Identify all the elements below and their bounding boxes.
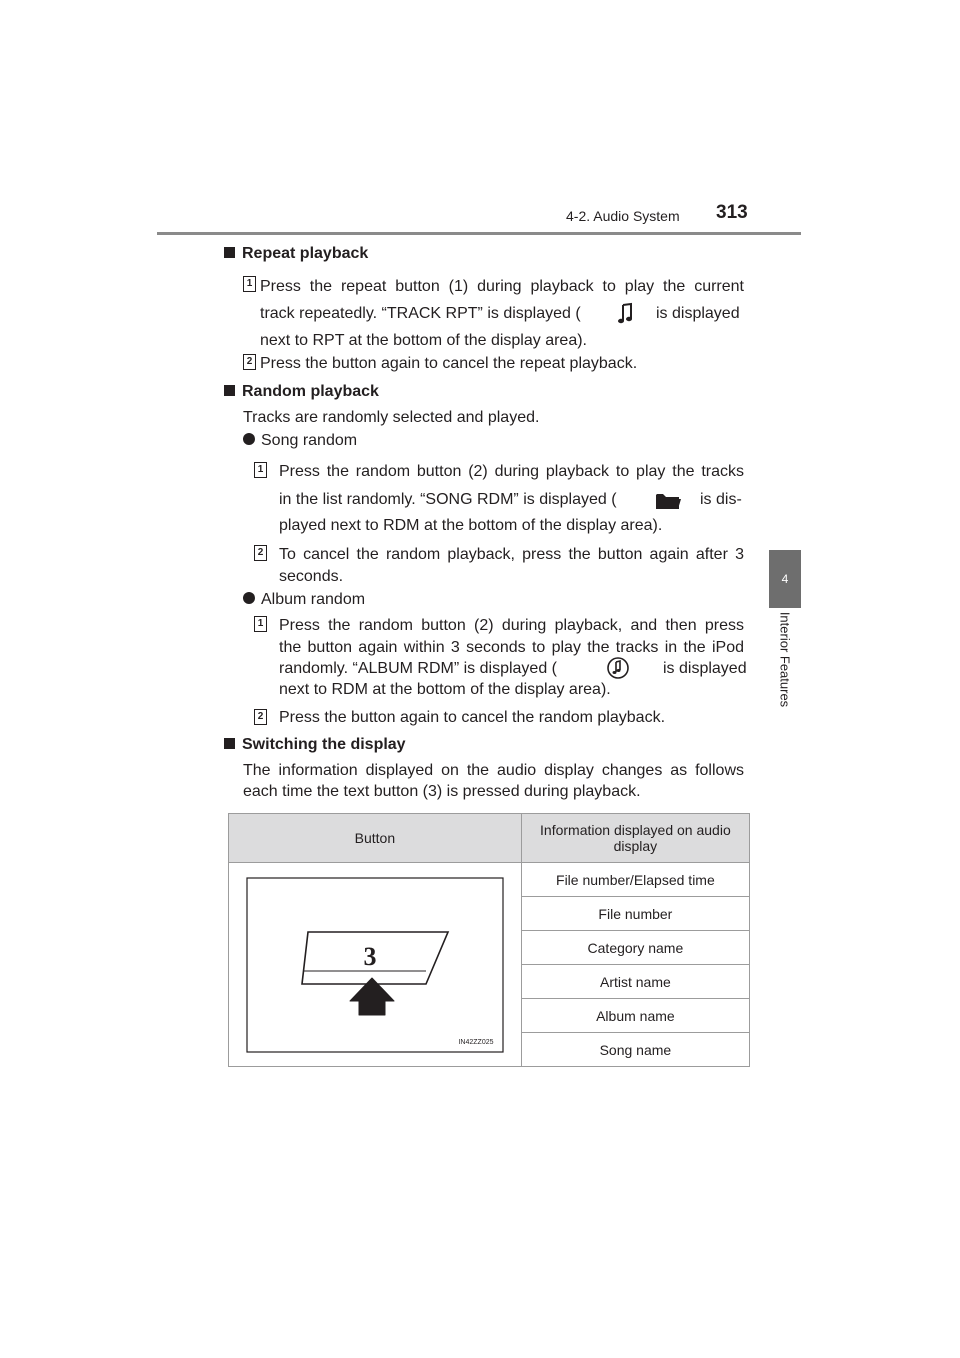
header-divider xyxy=(157,232,801,235)
info-row: Album name xyxy=(521,999,749,1033)
display-heading: Switching the display xyxy=(224,734,406,755)
step-2-icon: 2 xyxy=(254,545,267,561)
repeat-step2: Press the button again to cancel the repeat playback. xyxy=(260,355,638,372)
round-bullet-icon xyxy=(243,433,255,445)
step-2-icon: 2 xyxy=(254,709,267,725)
column-header-button: Button xyxy=(229,814,522,863)
info-row: Category name xyxy=(521,931,749,965)
display-line2: each time the text button (3) is pressed during playback. xyxy=(243,783,641,800)
info-row: Artist name xyxy=(521,965,749,999)
step-1-icon: 1 xyxy=(254,616,267,632)
album-step1-line4: next to RDM at the bottom of the display area). xyxy=(279,681,611,698)
album-step1-line2: the button again within 3 seconds to play the tracks in the iPod xyxy=(279,639,744,656)
album-shuffle-icon xyxy=(606,656,630,680)
square-bullet-icon xyxy=(224,247,235,258)
song-step2-line1: To cancel the random playback, press the button again after 3 xyxy=(279,546,744,563)
album-random-heading: Album random xyxy=(243,589,365,610)
page-number: 313 xyxy=(716,202,748,223)
album-step1-line1: Press the random button (2) during playback, and then press xyxy=(279,617,744,634)
figure-code: IN42ZZ025 xyxy=(458,1038,494,1046)
round-bullet-icon xyxy=(243,592,255,604)
button-figure-cell xyxy=(229,863,522,1067)
song-step1-line3: played next to RDM at the bottom of the display area). xyxy=(279,517,663,534)
random-heading: Random playback xyxy=(224,381,379,402)
music-note-icon xyxy=(617,302,635,326)
column-header-info: Information displayed on audio display xyxy=(521,814,749,863)
album-step2: Press the button again to cancel the random playback. xyxy=(279,709,666,726)
info-row: File number xyxy=(521,897,749,931)
album-step1-line3b: is displayed xyxy=(663,660,747,677)
step-1-icon: 1 xyxy=(243,276,256,292)
step-2-icon: 2 xyxy=(243,354,256,370)
info-row: Song name xyxy=(521,1033,749,1067)
square-bullet-icon xyxy=(224,738,235,749)
repeat-step1-line2a: track repeatedly. “TRACK RPT” is displayed ( xyxy=(260,305,581,322)
figure-button-label: 3 xyxy=(363,941,377,971)
song-step1-line1: Press the random button (2) during playback to play the tracks xyxy=(279,463,744,480)
chapter-title: Interior Features xyxy=(777,611,793,708)
folder-icon xyxy=(655,491,681,511)
repeat-step1-line3: next to RPT at the bottom of the display area). xyxy=(260,332,587,349)
square-bullet-icon xyxy=(224,385,235,396)
repeat-heading: Repeat playback xyxy=(224,243,368,264)
step-1-icon: 1 xyxy=(254,462,267,478)
random-intro: Tracks are randomly selected and played. xyxy=(243,409,540,426)
album-step1-line3a: randomly. “ALBUM RDM” is displayed ( xyxy=(279,660,557,677)
repeat-step1-line1: Press the repeat button (1) during playback to play the current xyxy=(260,278,744,295)
song-step1-line2a: in the list randomly. “SONG RDM” is displayed ( xyxy=(279,491,617,508)
song-step2-line2: seconds. xyxy=(279,568,344,585)
song-step1-line2b: is dis- xyxy=(700,491,742,508)
chapter-tab: 4 xyxy=(769,550,801,608)
repeat-step1-line2b: is displayed xyxy=(656,305,740,322)
text-button-illustration xyxy=(246,877,504,1053)
display-line1: The information displayed on the audio display changes as follows xyxy=(243,762,744,779)
song-random-heading: Song random xyxy=(243,430,357,451)
section-title: 4-2. Audio System xyxy=(566,208,680,224)
info-row: File number/Elapsed time xyxy=(521,863,749,897)
display-info-table xyxy=(228,813,750,1067)
